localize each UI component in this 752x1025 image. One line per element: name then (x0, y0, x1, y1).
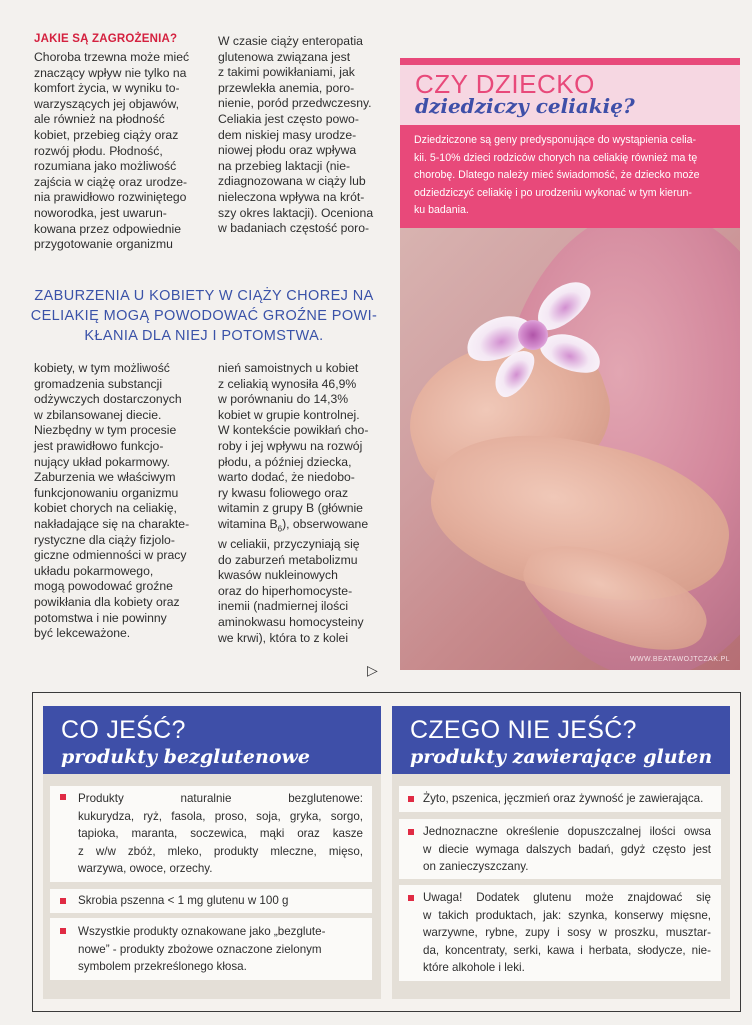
panel-right-title: CZEGO NIE JEŚĆ? (410, 716, 637, 744)
column-2-bottom (218, 361, 388, 646)
text-line: nakładające się na charakte- (34, 516, 190, 531)
text-line: mogą powodować groźne (34, 579, 173, 594)
list-item (399, 885, 721, 981)
text-line: giczne odmienności w pracy (34, 548, 187, 563)
text-line: do zaburzeń metabolizmu (218, 552, 358, 567)
text-line: szy okres laktacji). Oceniona (218, 205, 374, 220)
bullet-icon (408, 829, 414, 835)
text-line: W czasie ciąży enteropatia (218, 34, 363, 48)
sidebar-top-stripe (400, 58, 740, 65)
text-line: odżywczych dostarczonych (34, 392, 182, 407)
text-line: Uwaga! Dodatek glutenu może znajdować się (423, 891, 711, 904)
text-line: glutenowa związana jest (218, 49, 351, 64)
text-line: nia prawidłowo rozwiniętego (34, 190, 187, 205)
text-line: Produkty naturalnie bezglutenowe: (78, 792, 363, 805)
text-line: w takich produktach, jak: szynka, konserwy mięsne, (423, 908, 711, 922)
text-line: zajścia w ciążę oraz urodze- (34, 174, 188, 189)
text-line: dem niskiej masy urodze- (218, 127, 357, 142)
text-line: odziedziczyć celiakię i po urodzeniu wykonać w tym kierun- (414, 186, 692, 199)
text-line: zdiagnozowana w ciąży lub (218, 174, 366, 189)
text-line: da, koncentraty, serki, kawa i herbata, słodycze, nie- (423, 943, 711, 957)
text-line: nień samoistnych u kobiet (218, 361, 359, 375)
text-line: roby i jej wpływu na rozwój (218, 438, 363, 453)
text-line: gromadzenia substancji (34, 376, 163, 391)
text-line: Celiakia jest często powo- (218, 111, 359, 126)
text-line: witamina $B_6$), obserwowane (218, 516, 369, 534)
text-line: warto dodać, że niedobo- (218, 470, 355, 485)
text-line: inemii (nadmiernej ilości (218, 599, 349, 614)
text-line: witamin z grupy B (głównie (218, 501, 363, 516)
text-line: nienie, poród przedwczesny. (218, 96, 372, 111)
text-line: w porównaniu do 14,3% (218, 392, 349, 407)
text-line: na przebieg laktacji (nie- (218, 158, 351, 173)
column-2-top (218, 34, 388, 237)
text-line: być lekceważone. (34, 626, 131, 641)
text-line: kowana przez odpowiednie (34, 221, 182, 236)
panel-left-subtitle: produkty bezglutenowe (61, 746, 310, 768)
text-line: on zanieczyszczany. (423, 860, 529, 873)
text-line: we krwi), która to z kolei (218, 630, 349, 645)
panel-right-subtitle: produkty zawierające gluten (410, 746, 713, 768)
list-item (399, 786, 721, 812)
text-line: rozumiana jako możliwość (34, 159, 177, 174)
text-line: rozwój płodu. Płodność, (34, 143, 163, 158)
text-line: powikłania dla kobiety oraz (34, 594, 180, 609)
text-line: płodu, a później dziecka, (218, 454, 352, 469)
text-line: z celiakią wynosiła 46,9% (218, 376, 357, 391)
text-line: Zaburzenia we właściwym (34, 470, 176, 485)
column-1-top (34, 50, 209, 253)
text-line: znaczący wpływ nie tylko na (34, 65, 187, 80)
sidebar-title: CZY DZIECKO (415, 69, 595, 99)
text-line: CELIAKIĘ MOGĄ POWODOWAĆ GROŹNE POWI- (30, 308, 378, 324)
list-item (399, 819, 721, 879)
text-line: w diecie wymaga dalszych badań, gdyż często jest (423, 842, 711, 856)
text-line: ZABURZENIA U KOBIETY W CIĄŻY CHOREJ NA (34, 288, 374, 304)
text-line: Niezbędny w tym procesie (34, 423, 177, 438)
continue-arrow-icon: ▷ (367, 662, 378, 678)
section-heading: JAKIE SĄ ZAGROŻENIA? (34, 33, 178, 45)
text-line: ry kwasu foliowego oraz (218, 485, 349, 500)
sidebar-subtitle: dziedziczy celiakię? (415, 94, 635, 118)
text-line: Jednoznaczne określenie dopuszczalnej ilości owsa (423, 825, 711, 838)
text-line: ale również na płodność (34, 112, 165, 127)
text-line: Wszystkie produkty oznakowane jako „bezglute- (78, 925, 326, 938)
text-line: tapioka, maranta, soczewica, mąki oraz kasze (78, 827, 363, 840)
text-line: oraz do hiperhomocyste- (218, 583, 353, 598)
text-line: kii. 5-10% dzieci rodziców chorych na celiakię również ma tę (414, 151, 698, 164)
pull-quote (28, 286, 380, 346)
text-line: jest prawidłowo funkcjo- (34, 438, 164, 453)
text-line: kobiet, przebieg ciąży oraz (34, 127, 179, 142)
text-line: kobiet chorych na celiakię, (34, 501, 177, 516)
text-line: kukurydza, ryż, fasola, proso, soja, gryka, sorgo, (78, 809, 363, 823)
text-line: w celiakii, przyczyniają się (218, 536, 360, 551)
text-line: Skrobia pszenna < 1 mg glutenu w 100 g (78, 894, 289, 907)
text-line: przewlekła anemia, poro- (218, 80, 355, 95)
text-line: które alkohole i leki. (423, 961, 525, 974)
panel-left-title: CO JEŚĆ? (61, 716, 186, 744)
text-line: ku badania. (414, 204, 469, 216)
text-line: kobiety, w tym możliwość (34, 361, 170, 375)
text-line: nieleczona wpływa na krót- (218, 189, 365, 204)
text-line: nujący układ pokarmowy. (34, 454, 170, 469)
text-line: aminokwasu homocysteiny (218, 614, 364, 629)
text-line: warzyszących jej objawów, (34, 96, 179, 111)
text-line: chorobę. Dlatego należy mieć świadomość, że dziecko może (414, 169, 700, 181)
text-line: rystyczne dla ciąży fizjolo- (34, 532, 175, 547)
list-item (50, 889, 372, 913)
sidebar-box (400, 125, 740, 228)
photo-credit: WWW.BEATAWOJTCZAK.PL (629, 656, 730, 663)
text-line: w badaniach częstość poro- (218, 221, 370, 236)
bullet-icon (60, 928, 66, 934)
text-line: przygotowanie organizmu (34, 237, 173, 252)
panel-right-header (392, 706, 730, 774)
text-line: warzywne, rybne, zupy i sosy w proszku, musztar- (423, 926, 711, 939)
text-line: z takimi powikłaniami, jak (218, 65, 355, 80)
text-line: Choroba trzewna może mieć (34, 50, 190, 64)
text-line: niowej płodu oraz wpływa (218, 143, 357, 158)
text-line: noworodka, jest uwarun- (34, 205, 167, 220)
text-line: Dziedziczone są geny predysponujące do wystąpienia celia- (414, 134, 697, 146)
column-1-bottom (34, 361, 209, 642)
bullet-icon (408, 895, 414, 901)
text-line: KŁANIA DLA NIEJ I POTOMSTWA. (84, 328, 324, 344)
text-line: z w/w zbóż, mleko, produkty mleczne, mięso, (78, 844, 363, 858)
list-item (50, 786, 372, 882)
text-line: W kontekście powikłań cho- (218, 423, 369, 438)
text-line: funkcjonowaniu organizmu (34, 485, 179, 500)
text-line: potomstwa i nie powinny (34, 610, 167, 625)
text-line: układu pokarmowego, (34, 563, 154, 578)
text-line: kwasów nukleinowych (218, 568, 338, 583)
pregnant-belly-photo (400, 228, 740, 670)
bullet-icon (60, 794, 66, 800)
text-line: Żyto, pszenica, jęczmień oraz żywność je zawierająca. (423, 792, 704, 805)
list-item (50, 918, 372, 980)
text-line: warzywa, owoce, orzechy. (78, 862, 213, 875)
text-line: nowe” - produkty zbożowe oznaczone zielonym (78, 942, 322, 956)
text-line: kobiet w grupie kontrolnej. (218, 407, 360, 422)
text-line: komfort życia, w wyniku to- (34, 81, 180, 96)
bullet-icon (408, 796, 414, 802)
text-line: w zbilansowanej diecie. (34, 407, 162, 422)
bullet-icon (60, 898, 66, 904)
panel-left-header (43, 706, 381, 774)
sidebar-body (414, 132, 700, 220)
text-line: symbolem przekreślonego kłosa. (78, 960, 247, 973)
